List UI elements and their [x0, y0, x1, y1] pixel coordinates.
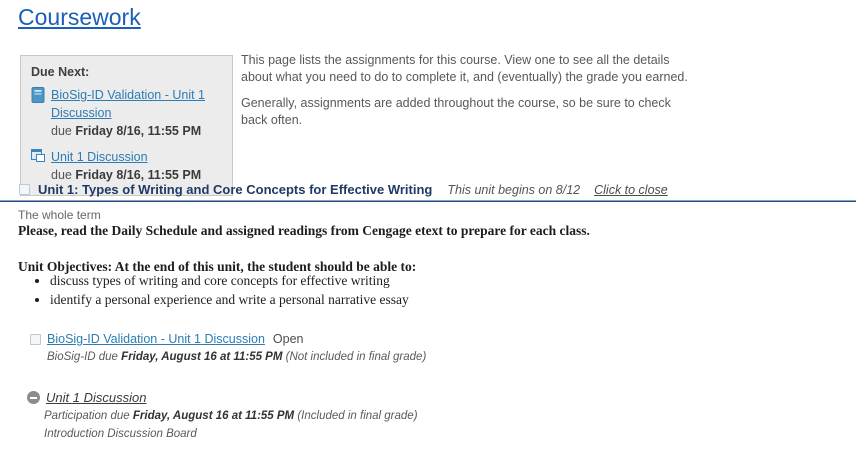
assignment-due-text — [44, 409, 418, 423]
page-intro — [241, 52, 689, 138]
due-next-link-biosig[interactable]: BioSig-ID Validation - Unit 1 Discussion — [51, 88, 206, 120]
due-date: Friday 8/16, 11:55 PM — [75, 124, 202, 138]
page-title-link[interactable]: Coursework — [18, 4, 141, 30]
due-next-item — [31, 148, 222, 183]
due-suffix: (Included in final grade) — [297, 410, 418, 422]
assignment-link-biosig[interactable]: BioSig-ID Validation - Unit 1 Discussion — [47, 332, 265, 346]
assignment-row — [30, 332, 426, 346]
assignment-checkbox[interactable] — [30, 334, 41, 345]
unavailable-icon — [27, 391, 40, 404]
due-next-link-discussion[interactable]: Unit 1 Discussion — [51, 150, 148, 164]
unit-title: Unit 1: Types of Writing and Core Concepts for Effective Writing — [38, 182, 433, 197]
due-next-item-body — [51, 86, 222, 139]
unit-toggle-link[interactable]: Click to close — [594, 182, 668, 197]
notebook-icon — [31, 86, 51, 103]
due-next-header: Due Next: — [31, 65, 90, 79]
intro-paragraph-1: This page lists the assignments for this course. View one to see all the details about what you need to do to complete it, and (eventually) the grade you earned. — [241, 53, 688, 84]
due-prefix: Participation due — [44, 410, 130, 422]
due-date: Friday, August 16 at 11:55 PM — [121, 351, 283, 363]
assignment-due-text — [47, 350, 426, 364]
unit-divider — [0, 200, 856, 202]
objective-item: • discuss types of writing and core concepts for effective writing — [50, 272, 409, 291]
discussion-board-icon — [31, 148, 51, 163]
due-prefix: due — [51, 168, 72, 182]
due-date: Friday, August 16 at 11:55 PM — [132, 410, 295, 422]
due-next-due-text — [51, 167, 201, 183]
unit-checkbox[interactable] — [19, 184, 30, 195]
intro-paragraph-2: Generally, assignments are added throughout the course, so be sure to check back often. — [241, 96, 671, 127]
due-next-panel — [20, 55, 233, 196]
assignment-description: Introduction Discussion Board — [44, 428, 197, 440]
due-next-item — [31, 86, 222, 139]
unit-note: Please, read the Daily Schedule and assigned readings from Cengage etext to prepare for each class. — [18, 223, 590, 238]
unit-term: The whole term — [18, 208, 101, 222]
due-next-item-body — [51, 148, 201, 183]
due-prefix: due — [51, 124, 72, 138]
assignment-unit1-discussion — [27, 390, 418, 441]
unit-header-row — [19, 182, 668, 197]
unit-objectives-heading: Unit Objectives: At the end of this unit, the student should be able to: — [18, 259, 417, 274]
assignment-status: Open — [272, 332, 304, 346]
assignment-link-discussion[interactable]: Unit 1 Discussion — [46, 390, 147, 405]
assignment-biosig — [30, 332, 426, 364]
due-next-due-text — [51, 123, 222, 139]
due-prefix: BioSig-ID due — [47, 351, 118, 363]
assignment-row — [27, 390, 418, 405]
due-suffix: (Not included in final grade) — [285, 351, 427, 363]
unit-begins-note: This unit begins on 8/12 — [447, 182, 581, 197]
objective-item: • identify a personal experience and write a personal narrative essay — [50, 291, 409, 310]
unit-objectives-list — [34, 272, 409, 309]
due-date: Friday 8/16, 11:55 PM — [75, 168, 202, 182]
